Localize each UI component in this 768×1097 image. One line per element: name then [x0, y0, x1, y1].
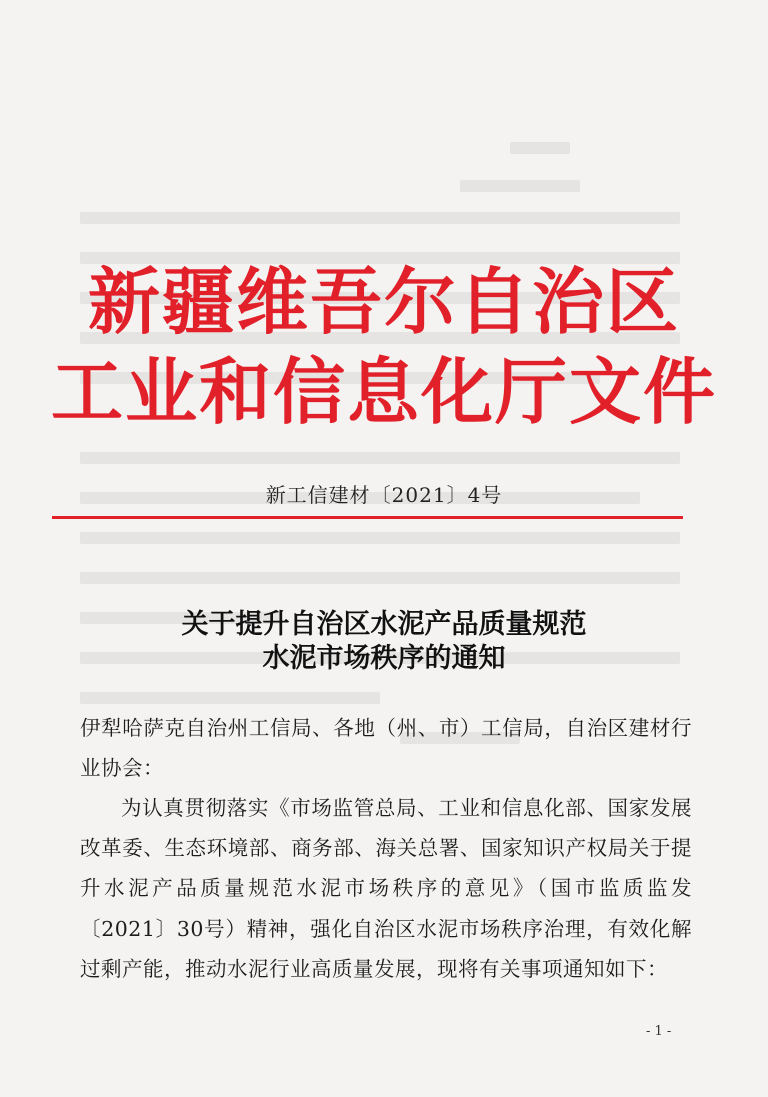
document-title-line-2: 水泥市场秩序的通知 — [262, 643, 506, 674]
document-title-line-1: 关于提升自治区水泥产品质量规范 — [181, 609, 587, 640]
issuing-authority-line-1: 新疆维吾尔自治区 — [87, 260, 680, 344]
issuing-authority-line-2: 工业和信息化厅文件 — [50, 350, 717, 434]
document-number: 新工信建材〔2021〕4号 — [265, 483, 503, 507]
recipients-paragraph: 伊犁哈萨克自治州工信局、各地（州、市）工信局，自治区建材行业协会： — [80, 716, 692, 781]
page-number: - 1 - — [646, 1024, 672, 1039]
body-paragraph: 为认真贯彻落实《市场监管总局、工业和信息化部、国家发展改革委、生态环境部、商务部、海关总署、国家知识产权局关于提升水泥产品质量规范水泥市场秩序的意见》（国市监质监发〔2021〕30号）精神，强化自治区水泥市场秩序治理，有效化解过剩产能，推动水泥行业高质量发展，现将有关事项通知如下： — [80, 796, 692, 981]
red-separator-line — [52, 516, 683, 519]
